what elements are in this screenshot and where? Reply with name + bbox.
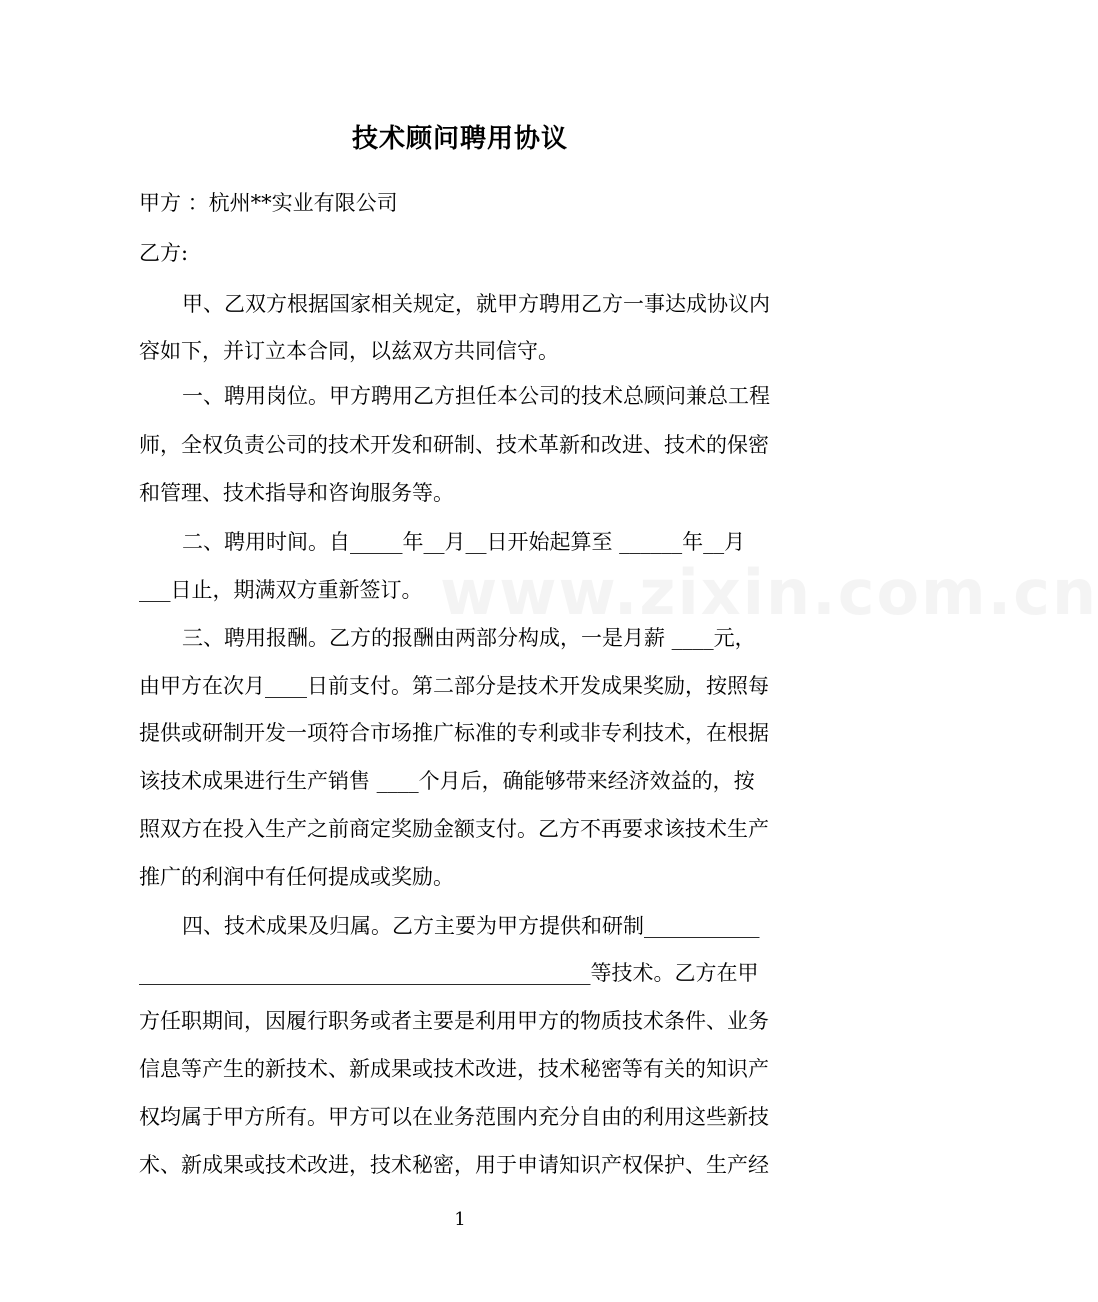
preamble-line-1: 甲、乙双方根据国家相关规定，就甲方聘用乙方一事达成协议内: [182, 292, 770, 316]
clause-4-line-2: ___________________________________________等技术。乙方在甲: [139, 961, 759, 985]
clause-2-line-2: ___日止，期满双方重新签订。: [139, 578, 423, 602]
document-title: 技术顾问聘用协议: [351, 124, 568, 154]
clause-3-line-6: 推广的利润中有任何提成或奖励。: [139, 865, 454, 889]
clause-4-line-1: 四、技术成果及归属。乙方主要为甲方提供和研制___________: [182, 914, 760, 938]
clause-3-line-4: 该技术成果进行生产销售 ____个月后，确能够带来经济效益的，按: [139, 769, 755, 793]
watermark: www.zixin.com.cn: [440, 556, 1098, 629]
clause-4-line-6: 术、新成果或技术改进，技术秘密，用于申请知识产权保护、生产经: [139, 1153, 769, 1177]
preamble-line-2: 容如下，并订立本合同，以兹双方共同信守。: [139, 339, 559, 363]
clause-3-line-1: 三、聘用报酬。乙方的报酬由两部分构成，一是月薪 ____元，: [182, 626, 756, 650]
clause-3-line-3: 提供或研制开发一项符合市场推广标准的专利或非专利技术，在根据: [139, 721, 769, 745]
clause-1-line-1: 一、聘用岗位。甲方聘用乙方担任本公司的技术总顾问兼总工程: [182, 384, 770, 408]
clause-3-line-5: 照双方在投入生产之前商定奖励金额支付。乙方不再要求该技术生产: [139, 817, 769, 841]
party-a-line: 甲方 ：杭州**实业有限公司: [139, 191, 398, 215]
party-b-line: 乙方:: [139, 241, 189, 265]
clause-4-line-5: 权均属于甲方所有。甲方可以在业务范围内充分自由的利用这些新技: [139, 1105, 769, 1129]
clause-4-line-4: 信息等产生的新技术、新成果或技术改进，技术秘密等有关的知识产: [139, 1057, 769, 1081]
clause-4-line-3: 方任职期间，因履行职务或者主要是利用甲方的物质技术条件、业务: [139, 1009, 769, 1033]
clause-1-line-2: 师，全权负责公司的技术开发和研制、技术革新和改进、技术的保密: [139, 433, 769, 457]
clause-3-line-2: 由甲方在次月____日前支付。第二部分是技术开发成果奖励，按照每: [139, 674, 769, 698]
clause-1-line-3: 和管理、技术指导和咨询服务等。: [139, 481, 454, 505]
clause-2-line-1: 二、聘用时间。自_____年__月__日开始起算至 ______年__月: [182, 530, 746, 554]
page-number: 1: [454, 1209, 466, 1230]
